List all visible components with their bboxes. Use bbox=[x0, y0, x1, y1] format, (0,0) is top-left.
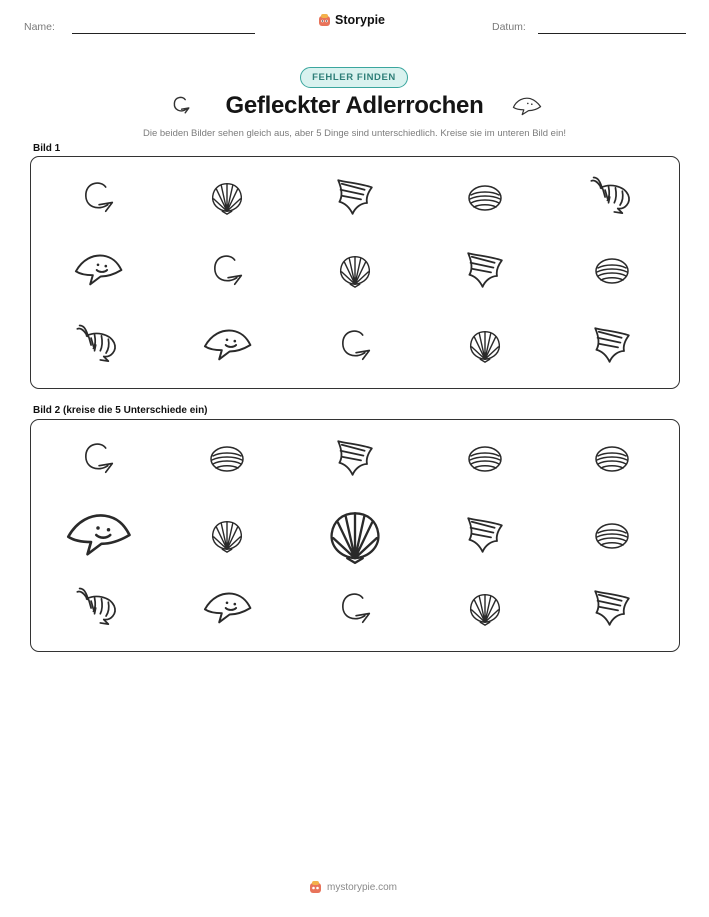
picture1-label: Bild 1 bbox=[33, 143, 61, 154]
hook-icon bbox=[333, 323, 377, 367]
date-line[interactable] bbox=[538, 33, 686, 34]
hook-icon bbox=[76, 175, 120, 219]
clam-icon[interactable] bbox=[592, 515, 632, 555]
ray-icon bbox=[72, 244, 124, 296]
shrimp-icon[interactable] bbox=[75, 585, 121, 631]
page-title: Gefleckter Adlerrochen bbox=[225, 92, 484, 119]
ray-icon bbox=[201, 319, 253, 371]
scallop-icon[interactable] bbox=[208, 516, 246, 554]
storypie-logo-icon bbox=[309, 880, 322, 894]
name-line[interactable] bbox=[72, 33, 255, 34]
hook-icon bbox=[205, 248, 249, 292]
scallop-icon bbox=[466, 326, 504, 364]
ray-fin-icon[interactable] bbox=[588, 584, 636, 632]
clam-icon bbox=[592, 250, 632, 290]
ray-fin-icon[interactable] bbox=[461, 511, 509, 559]
brand-logo bbox=[318, 13, 385, 27]
scallop-icon bbox=[208, 178, 246, 216]
shrimp-icon bbox=[75, 322, 121, 368]
ray-fin-icon bbox=[331, 173, 379, 221]
category-badge: FEHLER FINDEN bbox=[300, 67, 408, 88]
footer bbox=[309, 880, 397, 894]
clam-icon[interactable] bbox=[207, 438, 247, 478]
clam-icon[interactable] bbox=[465, 438, 505, 478]
shrimp-icon bbox=[589, 174, 635, 220]
hook-icon[interactable] bbox=[76, 436, 120, 480]
scallop-icon[interactable] bbox=[466, 589, 504, 627]
storypie-logo-icon bbox=[318, 13, 331, 27]
date-label: Datum: bbox=[492, 21, 526, 33]
ray-fin-icon bbox=[461, 246, 509, 294]
ray-fin-icon bbox=[588, 321, 636, 369]
scallop-icon[interactable] bbox=[324, 504, 386, 566]
clam-icon[interactable] bbox=[592, 438, 632, 478]
ray-icon bbox=[511, 93, 543, 117]
name-label: Name: bbox=[24, 21, 55, 33]
ray-fin-icon[interactable] bbox=[331, 434, 379, 482]
picture2-label: Bild 2 (kreise die 5 Unterschiede ein) bbox=[33, 405, 208, 416]
footer-url[interactable]: mystorypie.com bbox=[327, 881, 398, 893]
ray-icon[interactable] bbox=[63, 500, 133, 570]
brand-name: Storypie bbox=[335, 13, 386, 27]
clam-icon bbox=[465, 177, 505, 217]
ray-icon[interactable] bbox=[201, 582, 253, 634]
hook-icon[interactable] bbox=[333, 586, 377, 630]
instructions: Die beiden Bilder sehen gleich aus, aber 5 Dinge sind unterschiedlich. Kreise sie im unteren Bild ein! bbox=[143, 128, 566, 139]
scallop-icon bbox=[336, 251, 374, 289]
